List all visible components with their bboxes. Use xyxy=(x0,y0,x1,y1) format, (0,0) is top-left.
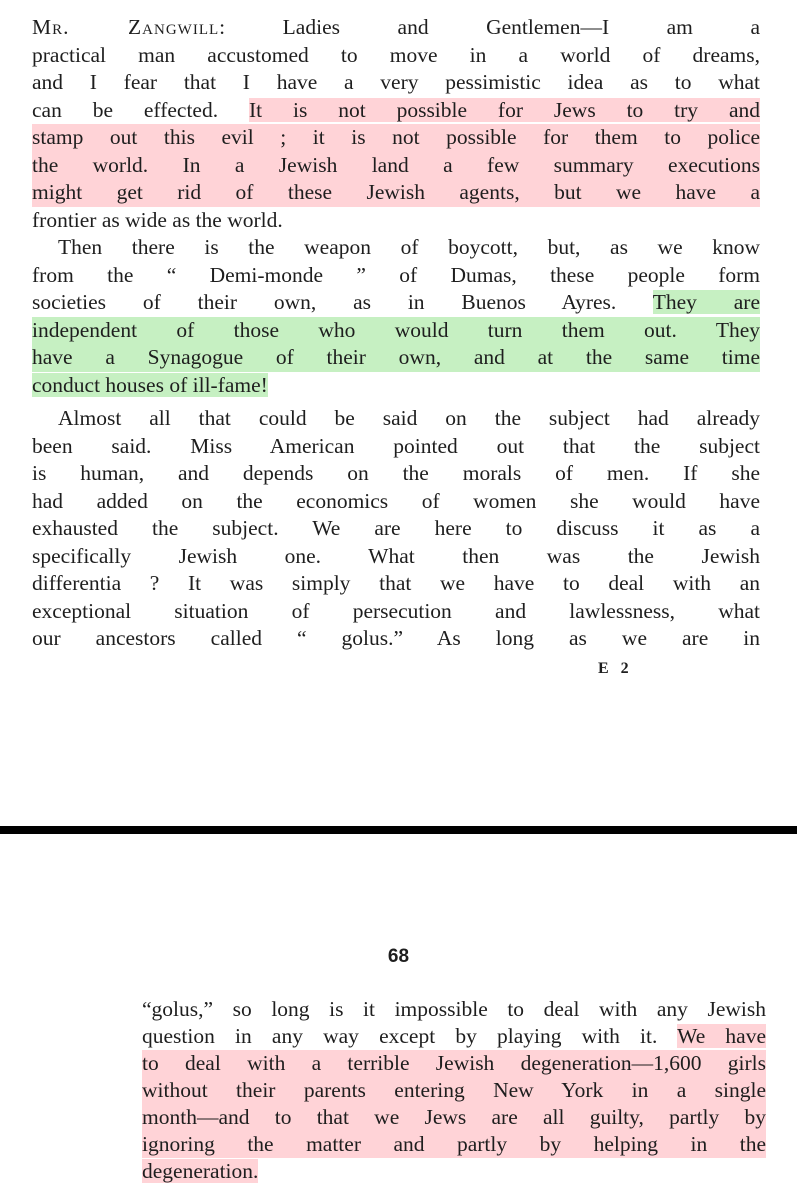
speaker-name: Mr. Zangwill xyxy=(32,15,220,39)
text-line: “golus,” so long is it impossible to deal with any Jewish xyxy=(142,997,766,1021)
paragraph-summary xyxy=(32,405,760,653)
highlight-red: We have xyxy=(677,1024,766,1048)
text-line-highlighted: to deal with a terrible Jewish degeneration—1,600 girls xyxy=(142,1051,766,1075)
text-line: differentia ? It was simply that we have to deal with an xyxy=(32,571,760,595)
highlight-green: They are xyxy=(652,290,761,314)
page-number: 68 xyxy=(387,946,410,967)
text-line: Then there is the weapon of boycott, but, as we know xyxy=(58,235,760,259)
paragraph-zangwill-opening xyxy=(32,14,760,234)
paragraph-continuation xyxy=(142,996,766,1185)
text-line: specifically Jewish one. What then was the Jewish xyxy=(32,543,760,568)
highlight-red: degeneration. xyxy=(142,1159,259,1183)
text-line: Almost all that could be said on the subject had already xyxy=(58,406,760,430)
signature-mark: E 2 xyxy=(598,660,633,677)
text-line: can be effected. It is not possible for Jews to try and xyxy=(32,97,760,122)
text-line: societies of their own, as in Buenos Ayres. They are xyxy=(32,290,761,314)
highlight-green: conduct houses of ill-fame! xyxy=(32,372,268,397)
text-line: been said. Miss American pointed out that the subject xyxy=(32,433,760,458)
highlight-red: It is not possible for Jews to try and xyxy=(248,97,760,122)
text-line-highlighted: have a Synagogue of their own, and at the same time xyxy=(32,344,760,372)
text-line-highlighted: independent of those who would turn them out. They xyxy=(32,317,760,345)
text-line-highlighted: month—and to that we Jews are all guilty, partly by xyxy=(142,1105,766,1129)
text-line-highlighted: stamp out this evil ; it is not possible for them to police xyxy=(32,124,760,152)
text-line-highlighted: might get rid of these Jewish agents, but we have a xyxy=(32,179,760,207)
text-line: practical man accustomed to move in a world of dreams, xyxy=(32,42,760,67)
paragraph-boycott xyxy=(32,234,760,399)
text-line-highlighted: without their parents entering New York in a single xyxy=(142,1078,766,1102)
text-line: is human, and depends on the morals of men. If she xyxy=(32,461,760,485)
text-line: exhausted the subject. We are here to discuss it as a xyxy=(32,516,760,540)
text-line: frontier as wide as the world. xyxy=(32,207,283,232)
text-line-highlighted: the world. In a Jewish land a few summary executions xyxy=(32,152,760,180)
text-line: question in any way except by playing with it. We have xyxy=(142,1024,766,1048)
text-line: from the “ Demi-monde ” of Dumas, these people form xyxy=(32,262,760,287)
text-line: exceptional situation of persecution and lawlessness, what xyxy=(32,598,760,623)
text-line xyxy=(32,372,760,400)
text-line: our ancestors called “ golus.” As long as we are in xyxy=(32,626,760,650)
text-line xyxy=(142,1158,766,1185)
text-line-highlighted: ignoring the matter and partly by helping in the xyxy=(142,1132,766,1156)
text-line: and I fear that I have a very pessimistic idea as to what xyxy=(32,70,760,94)
page-divider xyxy=(0,826,797,834)
text-line: Mr. Zangwill: Ladies and Gentlemen—I am a xyxy=(32,15,760,39)
text-line: had added on the economics of women she would have xyxy=(32,488,760,513)
